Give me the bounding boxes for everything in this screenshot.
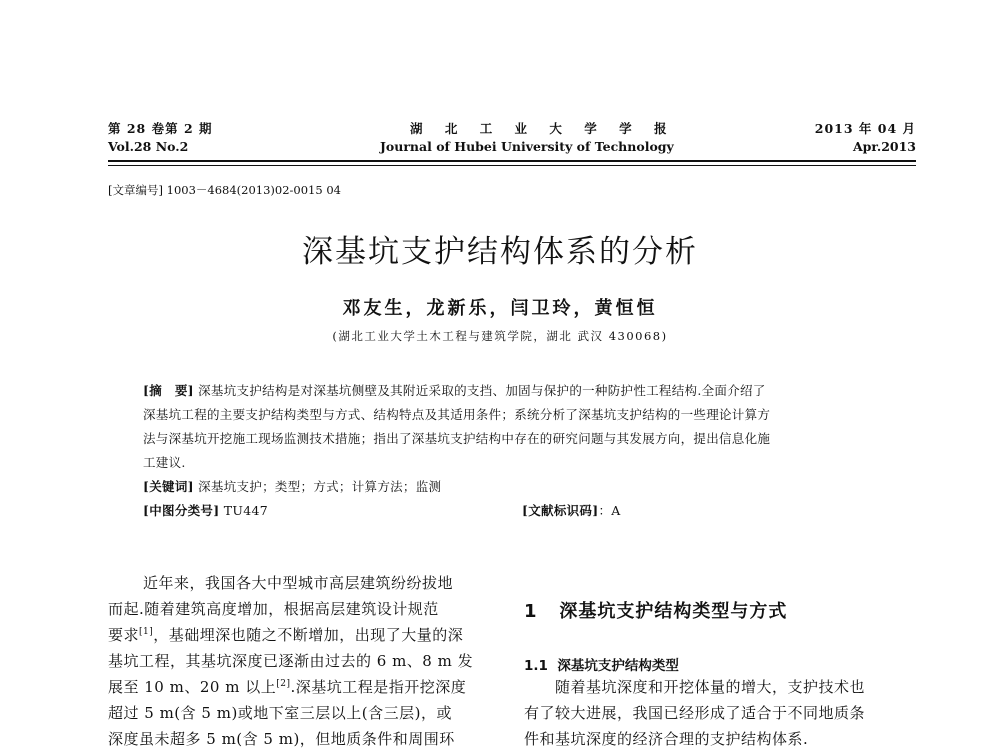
volume-issue-cn: 第 28 卷第 2 期 [108,121,213,136]
abstract-line-3: 法与深基坑开挖施工现场监测技术措施；指出了深基坑支护结构中存在的研究问题与其发展方向，提出信息化施 [143,431,771,446]
paper-title: 深基坑支护结构体系的分析 [302,234,698,270]
abstract-line-1 [143,381,766,399]
body-left-line-3a: 要求 [108,626,140,644]
header-rule-thin [108,165,916,166]
abstract-text-1: 深基坑支护结构是对深基坑侧壁及其附近采取的支挡、加固与保护的一种防护性工程结构.全面介绍了 [198,383,766,398]
section-1-1-title: 深基坑支护结构类型 [557,658,679,674]
body-right-line-3: 件和基坑深度的经济合理的支护结构体系. [524,730,809,748]
body-left-line-1: 近年来，我国各大中型城市高层建筑纷纷拔地 [143,574,454,592]
document-code [522,501,621,519]
body-left-line-3b: ，基础埋深也随之不断增加，出现了大量的深 [153,626,464,644]
section-1-number: 1 [524,601,538,622]
date-cn: 2013 年 04 月 [814,121,916,136]
authors: 邓友生，龙新乐，闫卫玲，黄恒恒 [342,298,658,319]
body-left-line-4: 基坑工程，其基坑深度已逐渐由过去的 6 m、8 m 发 [108,652,474,670]
abstract-line-2: 深基坑工程的主要支护结构类型与方式、结构特点及其适用条件；系统分析了深基坑支护结构的一些理论计算方 [143,407,771,422]
body-left-line-3 [108,624,463,645]
body-right-line-1: 随着基坑深度和开挖体量的增大，支护技术也 [555,678,866,696]
article-number: [文章编号] 1003－4684(2013)02-0015 04 [108,183,341,197]
reference-1: [1] [139,627,154,637]
date-en: Apr.2013 [852,139,916,154]
section-1-1-heading [524,654,679,674]
header-rule-thick [108,160,916,162]
journal-name-en: Journal of Hubei University of Technology [380,139,674,154]
section-1-heading [524,597,787,623]
body-left-line-6: 超过 5 m(含 5 m)或地下室三层以上(含三层)，或 [108,704,453,722]
body-left-line-5a: 展至 10 m、20 m 以上 [108,678,277,696]
doc-code-label: [文献标识码] [522,503,599,518]
clc-number [143,501,268,519]
body-left-line-5 [108,676,466,697]
abstract-label: [摘 要] [143,383,194,398]
clc-text: TU447 [223,503,268,518]
clc-label: [中图分类号] [143,503,220,518]
body-left-line-2: 而起.随着建筑高度增加，根据高层建筑设计规范 [108,600,439,618]
doc-code-text: ：A [598,503,621,518]
reference-2: [2] [276,679,291,689]
volume-issue-en: Vol.28 No.2 [108,139,189,154]
journal-name-cn: 湖 北 工 业 大 学 学 报 [410,121,676,136]
body-right-line-2: 有了较大进展，我国已经形成了适合于不同地质条 [524,704,866,722]
keywords-label: [关键词] [143,479,194,494]
abstract-line-4: 工建议. [143,455,186,470]
section-1-1-number: 1.1 [524,658,548,674]
keywords-text: 深基坑支护；类型；方式；计算方法；监测 [198,479,442,494]
body-left-line-5b: .深基坑工程是指开挖深度 [290,678,467,696]
section-1-title: 深基坑支护结构类型与方式 [559,601,788,622]
body-left-line-7: 深度虽未超多 5 m(含 5 m)，但地质条件和周围环 [108,730,455,748]
keywords [143,477,441,495]
affiliation: (湖北工业大学土木工程与建筑学院，湖北 武汉 430068) [332,329,668,343]
